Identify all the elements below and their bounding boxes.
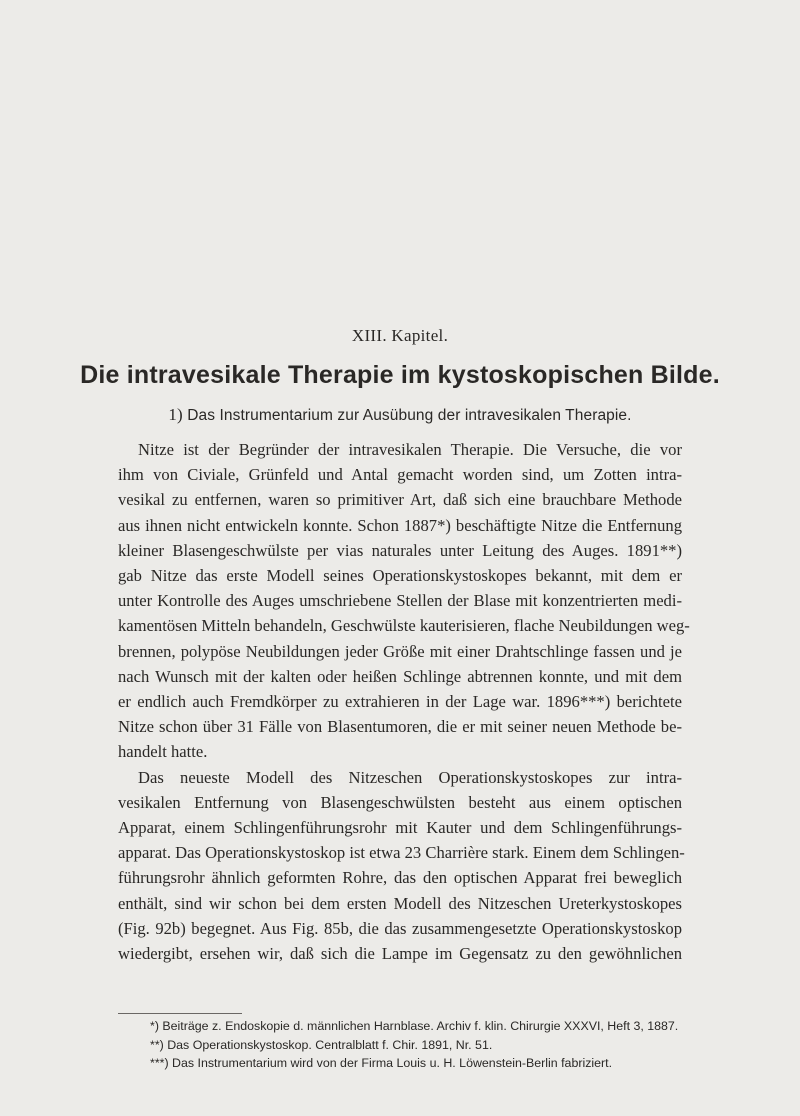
text-line: brennen, polypöse Neubildungen jeder Größe mit einer Drahtschlinge fassen und je: [118, 641, 682, 661]
text-line: Nitze ist der Begründer der intravesikalen Therapie. Die Versuche, die vor: [138, 440, 682, 459]
text-line: (Fig. 92b) begegnet. Aus Fig. 85b, die das zusammengesetzte Operationskystoskop: [118, 918, 682, 938]
text-line: vesikalen Entfernung von Blasengeschwülsten besteht aus einem optischen: [118, 792, 682, 812]
footnote: **) Das Operationskystoskop. Centralblatt f. Chir. 1891, Nr. 51.: [150, 1037, 493, 1052]
footnote: *) Beiträge z. Endoskopie d. männlichen Harnblase. Archiv f. klin. Chirurgie XXXVI, Heft 3, 1887.: [150, 1019, 679, 1033]
chapter-title: Die intravesikale Therapie im kystoskopischen Bilde.: [80, 361, 720, 389]
text-line: er endlich auch Fremdkörper zu extrahieren in der Lage war. 1896***) berichtete: [118, 692, 682, 712]
text-line: ihm von Civiale, Grünfeld und Antal gemacht worden sind, um Zotten intra-: [118, 465, 682, 485]
section-number: 1): [168, 405, 183, 424]
text-line: vesikal zu entfernen, waren so primitiver Art, daß sich eine brauchbare Methode: [118, 490, 682, 510]
text-line: apparat. Das Operationskystoskop ist etwa 23 Charrière stark. Einem dem Schlingen-: [118, 843, 685, 863]
text-line: aus ihnen nicht entwickeln konnte. Schon 1887*) beschäftigte Nitze die Entfernung: [118, 515, 682, 535]
footnote-divider: [118, 1013, 242, 1014]
body-text: [118, 437, 690, 966]
chapter-heading: XIII. Kapitel.: [351, 326, 449, 345]
text-line: wiedergibt, ersehen wir, daß sich die Lampe im Gegensatz zu den gewöhnlichen: [118, 944, 682, 964]
footnote: ***) Das Instrumentarium wird von der Firma Louis u. H. Löwenstein-Berlin fabriziert.: [150, 1056, 613, 1071]
text-line: enthält, sind wir schon bei dem ersten Modell des Nitzeschen Ureterkystoskopes: [118, 893, 682, 913]
text-line: Apparat, einem Schlingenführungsrohr mit Kauter und dem Schlingenführungs-: [118, 818, 682, 838]
text-line: führungsrohr ähnlich geformten Rohre, das den optischen Apparat frei beweglich: [118, 868, 682, 888]
text-line: unter Kontrolle des Auges umschriebene Stellen der Blase mit konzentrierten medi-: [118, 591, 682, 611]
text-line: handelt hatte.: [118, 742, 208, 762]
text-line: Das neueste Modell des Nitzeschen Operationskystoskopes zur intra-: [138, 767, 682, 787]
footnotes: [150, 1017, 710, 1073]
paragraph: [118, 437, 690, 765]
text-line: gab Nitze das erste Modell seines Operationskystoskopes bekannt, mit dem er: [118, 566, 682, 586]
text-line: nach Wunsch mit der kalten oder heißen Schlinge abtrennen konnte, und mit dem: [118, 666, 682, 686]
section-heading: [0, 405, 800, 425]
section-title: Das Instrumentarium zur Ausübung der intravesikalen Therapie.: [187, 407, 632, 424]
paragraph: [118, 765, 685, 967]
text-line: Nitze schon über 31 Fälle von Blasentumoren, die er mit seiner neuen Methode be-: [118, 717, 682, 737]
text-line: kamentösen Mitteln behandeln, Geschwülste kauterisieren, flache Neubildungen weg-: [118, 616, 690, 636]
text-line: kleiner Blasengeschwülste per vias naturales unter Leitung des Auges. 1891**): [118, 540, 682, 560]
